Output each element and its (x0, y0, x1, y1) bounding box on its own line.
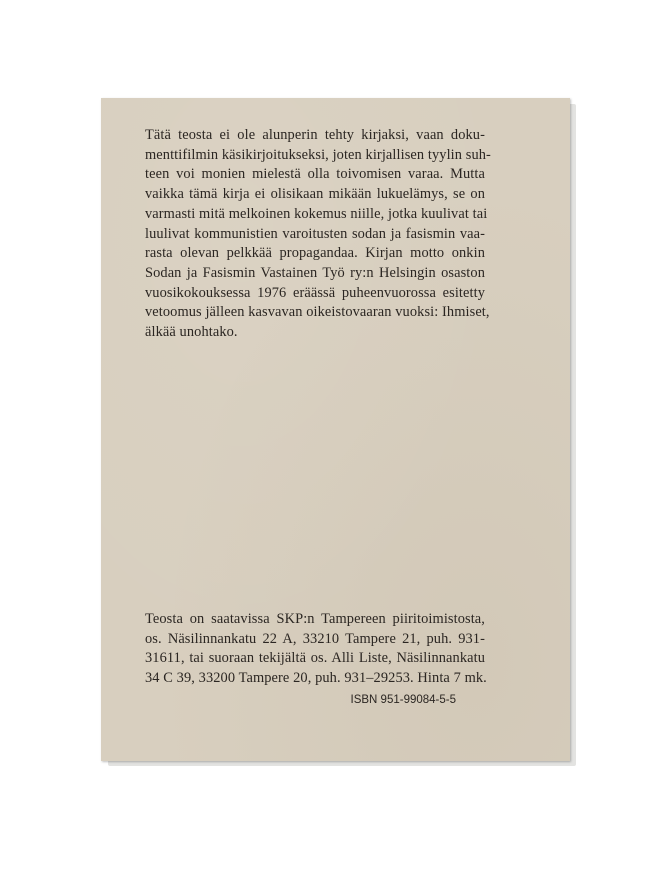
ordering-line: 34 C 39, 33200 Tampere 20, puh. 931–29253. Hinta 7 mk. (145, 670, 487, 687)
description-line: vuosikokouksessa 1976 eräässä puheenvuorossa esitetty (145, 284, 485, 301)
ordering-line: 31611, tai suoraan tekijältä os. Alli Liste, Näsilinnankatu (145, 650, 485, 667)
description-line: menttifilmin käsikirjoitukseksi, joten kirjallisen tyylin suh- (145, 146, 491, 163)
description-line: vaikka tämä kirja ei olisikaan mikään lukuelämys, se on (145, 186, 485, 203)
description-line: luulivat kommunistien varoitusten sodan ja fasismin vaa- (145, 225, 485, 242)
description-line: älkää unohtako. (145, 324, 238, 341)
description-line: vetoomus jälleen kasvavan oikeistovaaran vuoksi: Ihmiset, (145, 304, 490, 321)
ordering-line: os. Näsilinnankatu 22 A, 33210 Tampere 21, puh. 931- (145, 630, 485, 647)
description-line: Tätä teosta ei ole alunperin tehty kirjaksi, vaan doku- (145, 127, 485, 143)
description-line: rasta olevan pelkkää propagandaa. Kirjan motto onkin (145, 245, 485, 262)
description-paragraph (145, 126, 491, 343)
ordering-info-paragraph (145, 610, 485, 689)
isbn-number: ISBN 951-99084-5-5 (350, 694, 456, 706)
description-line: varmasti mitä melkoinen kokemus niille, jotka kuulivat tai (145, 205, 488, 222)
description-line: Sodan ja Fasismin Vastainen Työ ry:n Helsingin osaston (145, 264, 485, 281)
description-line: teen voi monien mielestä olla toivomisen varaa. Mutta (145, 166, 485, 183)
ordering-line: Teosta on saatavissa SKP:n Tampereen piiritoimistosta, (145, 611, 485, 627)
